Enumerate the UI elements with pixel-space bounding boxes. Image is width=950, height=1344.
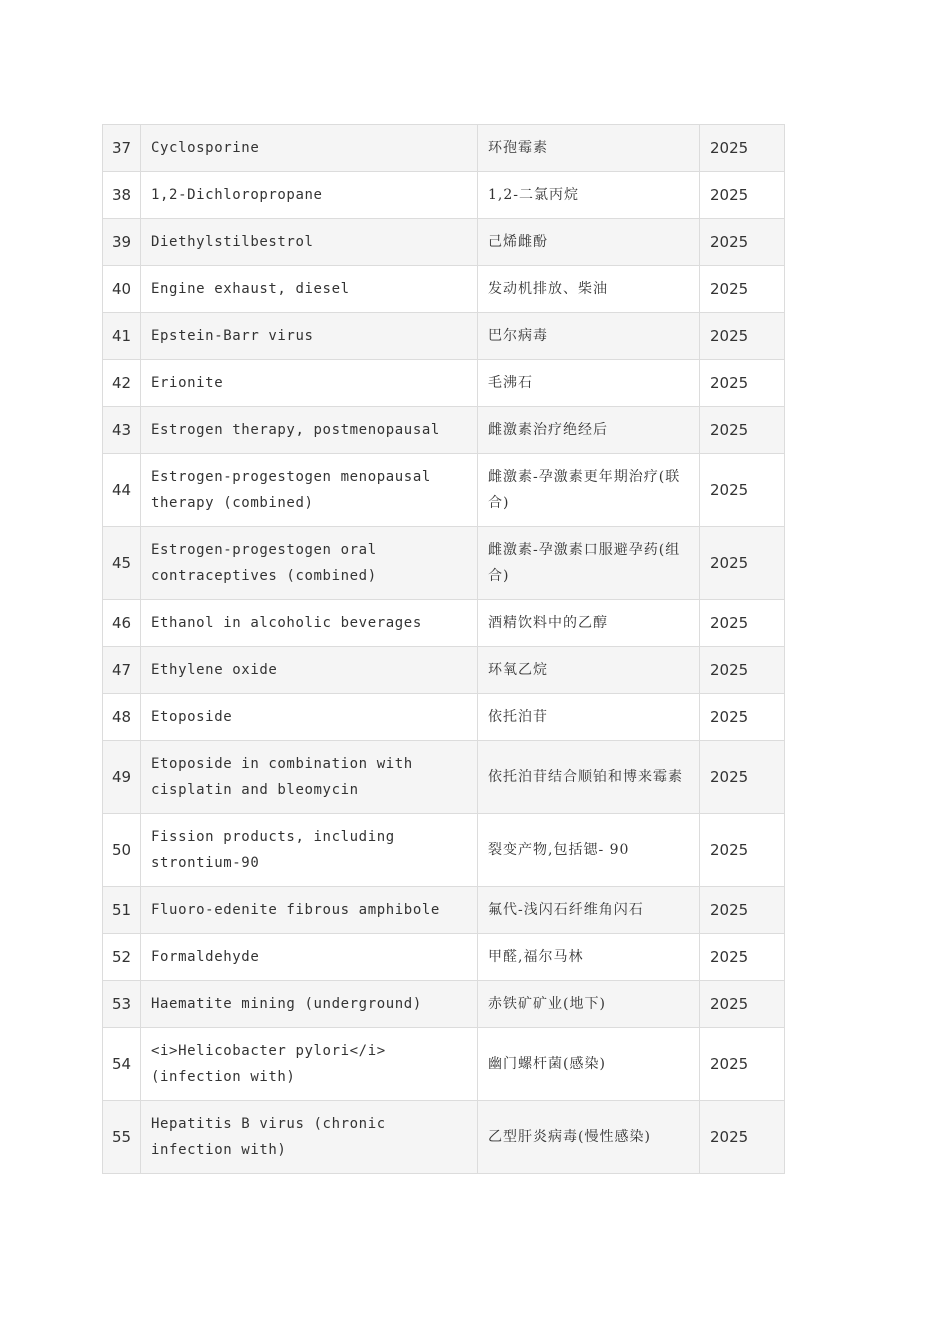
row-number: 49: [103, 741, 141, 814]
agent-name-zh: 毛沸石: [478, 360, 700, 407]
table-row: [103, 600, 785, 647]
agent-name-zh: 环氧乙烷: [478, 647, 700, 694]
table-row: [103, 1028, 785, 1101]
year-cell: 2025: [700, 934, 785, 981]
agent-name-zh: 氟代-浅闪石纤维角闪石: [478, 887, 700, 934]
table-row: [103, 741, 785, 814]
row-number: 46: [103, 600, 141, 647]
table-row: [103, 125, 785, 172]
table-row: [103, 313, 785, 360]
year-cell: 2025: [700, 313, 785, 360]
table-row: [103, 647, 785, 694]
year-cell: 2025: [700, 454, 785, 527]
table-row: [103, 694, 785, 741]
agent-name-zh: 裂变产物,包括锶- 90: [478, 814, 700, 887]
agent-name-en: Formaldehyde: [141, 934, 478, 981]
row-number: 37: [103, 125, 141, 172]
year-cell: 2025: [700, 219, 785, 266]
row-number: 54: [103, 1028, 141, 1101]
year-cell: 2025: [700, 266, 785, 313]
table-row: [103, 266, 785, 313]
agent-name-zh: 巴尔病毒: [478, 313, 700, 360]
year-cell: 2025: [700, 1028, 785, 1101]
agent-name-zh: 环孢霉素: [478, 125, 700, 172]
agent-name-en: Estrogen-progestogen menopausal therapy (combined): [141, 454, 478, 527]
agent-name-zh: 乙型肝炎病毒(慢性感染): [478, 1101, 700, 1174]
year-cell: 2025: [700, 360, 785, 407]
table-row: [103, 981, 785, 1028]
agent-name-zh: 雌激素治疗绝经后: [478, 407, 700, 454]
row-number: 53: [103, 981, 141, 1028]
agent-name-zh: 幽门螺杆菌(感染): [478, 1028, 700, 1101]
table-row: [103, 814, 785, 887]
agent-name-zh: 酒精饮料中的乙醇: [478, 600, 700, 647]
agent-name-en: Estrogen-progestogen oral contraceptives (combined): [141, 527, 478, 600]
row-number: 50: [103, 814, 141, 887]
agent-name-en: Cyclosporine: [141, 125, 478, 172]
agent-name-zh: 甲醛,福尔马林: [478, 934, 700, 981]
table-row: [103, 527, 785, 600]
year-cell: 2025: [700, 741, 785, 814]
row-number: 55: [103, 1101, 141, 1174]
row-number: 44: [103, 454, 141, 527]
row-number: 41: [103, 313, 141, 360]
table-row: [103, 172, 785, 219]
row-number: 45: [103, 527, 141, 600]
table-row: [103, 454, 785, 527]
agent-name-zh: 发动机排放、柴油: [478, 266, 700, 313]
table-row: [103, 887, 785, 934]
agent-name-en: 1,2-Dichloropropane: [141, 172, 478, 219]
agent-name-en: Estrogen therapy, postmenopausal: [141, 407, 478, 454]
agent-name-en: Fluoro-edenite fibrous amphibole: [141, 887, 478, 934]
table-row: [103, 407, 785, 454]
agent-name-zh: 雌激素-孕激素口服避孕药(组合): [478, 527, 700, 600]
agent-name-zh: 雌激素-孕激素更年期治疗(联合): [478, 454, 700, 527]
agent-name-zh: 己烯雌酚: [478, 219, 700, 266]
row-number: 47: [103, 647, 141, 694]
agent-name-zh: 1,2-二氯丙烷: [478, 172, 700, 219]
year-cell: 2025: [700, 125, 785, 172]
row-number: 38: [103, 172, 141, 219]
agent-name-en: Epstein-Barr virus: [141, 313, 478, 360]
agent-name-en: Engine exhaust, diesel: [141, 266, 478, 313]
table-row: [103, 360, 785, 407]
table-row: [103, 1101, 785, 1174]
year-cell: 2025: [700, 600, 785, 647]
year-cell: 2025: [700, 647, 785, 694]
agent-name-en: Hepatitis B virus (chronic infection with): [141, 1101, 478, 1174]
agent-name-en: Erionite: [141, 360, 478, 407]
agent-name-zh: 赤铁矿矿业(地下): [478, 981, 700, 1028]
row-number: 52: [103, 934, 141, 981]
agent-name-en: Haematite mining (underground): [141, 981, 478, 1028]
carcinogen-table: [102, 124, 785, 1174]
row-number: 51: [103, 887, 141, 934]
agent-name-en: Ethylene oxide: [141, 647, 478, 694]
row-number: 40: [103, 266, 141, 313]
agent-name-zh: 依托泊苷结合顺铂和博来霉素: [478, 741, 700, 814]
row-number: 43: [103, 407, 141, 454]
row-number: 39: [103, 219, 141, 266]
year-cell: 2025: [700, 814, 785, 887]
year-cell: 2025: [700, 1101, 785, 1174]
year-cell: 2025: [700, 887, 785, 934]
year-cell: 2025: [700, 407, 785, 454]
row-number: 42: [103, 360, 141, 407]
year-cell: 2025: [700, 694, 785, 741]
year-cell: 2025: [700, 527, 785, 600]
agent-name-en: Diethylstilbestrol: [141, 219, 478, 266]
agent-name-en: Etoposide: [141, 694, 478, 741]
table-row: [103, 219, 785, 266]
year-cell: 2025: [700, 172, 785, 219]
agent-name-zh: 依托泊苷: [478, 694, 700, 741]
agent-name-en: <i>Helicobacter pylori</i> (infection with): [141, 1028, 478, 1101]
agent-name-en: Ethanol in alcoholic beverages: [141, 600, 478, 647]
agent-name-en: Etoposide in combination with cisplatin and bleomycin: [141, 741, 478, 814]
agent-name-en: Fission products, including strontium-90: [141, 814, 478, 887]
table-row: [103, 934, 785, 981]
year-cell: 2025: [700, 981, 785, 1028]
row-number: 48: [103, 694, 141, 741]
